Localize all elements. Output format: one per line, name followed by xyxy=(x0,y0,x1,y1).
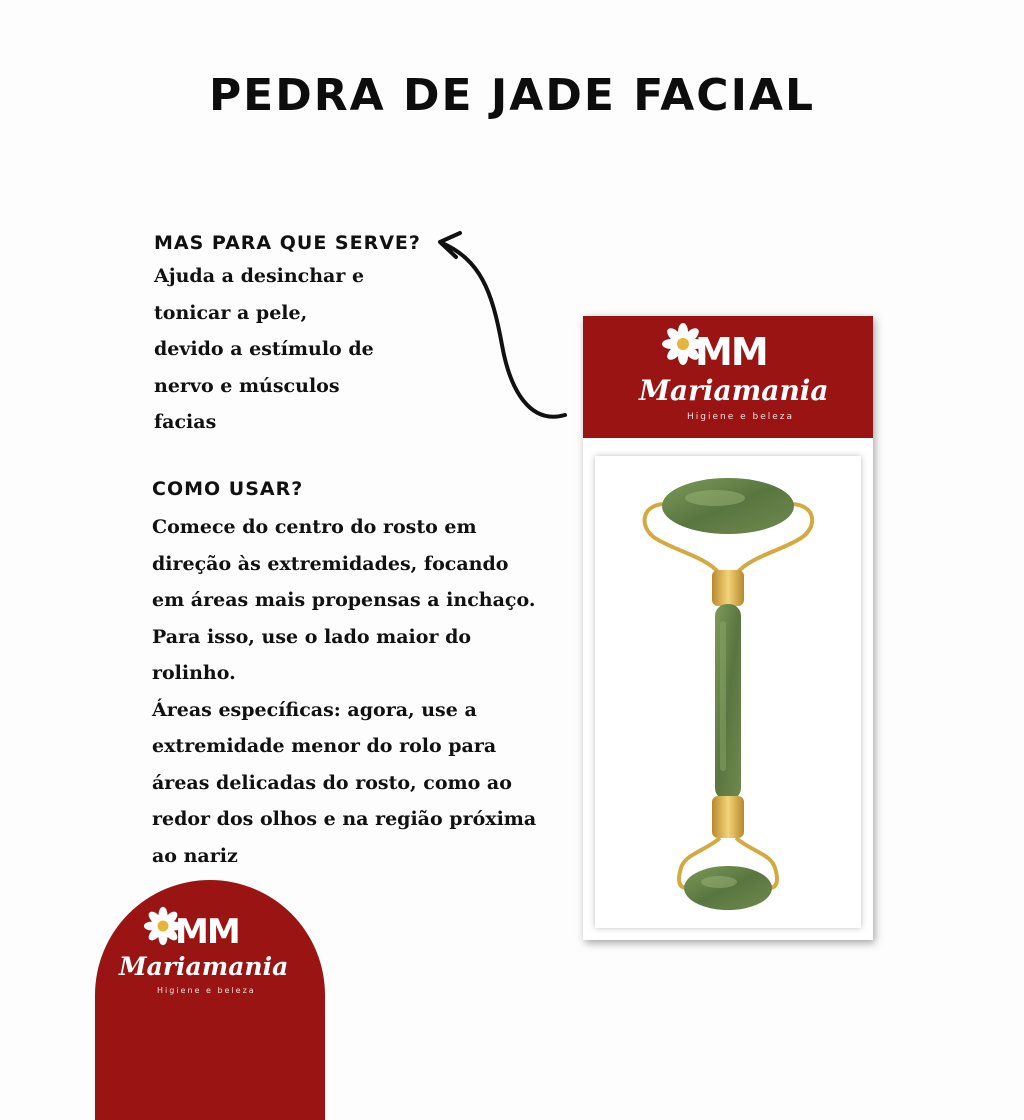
brand-name: Mariamania xyxy=(639,374,829,407)
text-line: tonicar a pele, xyxy=(154,301,308,324)
text-line: áreas delicadas do rosto, como ao xyxy=(152,771,512,794)
product-package xyxy=(583,316,873,940)
text-line: nervo e músculos xyxy=(154,374,340,397)
brand-name: Mariamania xyxy=(119,952,289,981)
text-line: rolinho. xyxy=(152,662,236,684)
brand-logo xyxy=(583,316,873,438)
section-text-purpose xyxy=(154,258,374,441)
text-line: extremidade menor do rolo para xyxy=(152,735,497,757)
text-line: Áreas específicas: agora, use a xyxy=(152,698,477,721)
text-line: em áreas mais propensas a inchaço. xyxy=(152,589,536,611)
section-heading-purpose: MAS PARA QUE SERVE? xyxy=(154,232,421,254)
text-line: direção às extremidades, focando xyxy=(152,552,509,575)
brand-tagline: Higiene e beleza xyxy=(687,412,795,422)
curved-arrow-icon xyxy=(420,225,580,430)
brand-initials: MM xyxy=(695,330,767,374)
package-header xyxy=(583,316,873,438)
text-line: Ajuda a desinchar e xyxy=(154,265,365,287)
section-text-usage xyxy=(152,509,536,874)
brand-logo xyxy=(95,880,325,1024)
text-line: Para isso, use o lado maior do xyxy=(152,625,472,648)
brand-badge xyxy=(95,880,325,1120)
brand-tagline: Higiene e beleza xyxy=(157,986,256,995)
brand-initials: MM xyxy=(175,912,239,952)
text-line: devido a estímulo de xyxy=(154,338,374,360)
text-line: Comece do centro do rosto em xyxy=(152,516,477,538)
text-line: facias xyxy=(154,411,217,433)
package-window xyxy=(595,456,861,928)
text-line: ao nariz xyxy=(152,844,238,867)
text-line: redor dos olhos e na região próxima xyxy=(152,808,537,830)
page-title: PEDRA DE JADE FACIAL xyxy=(208,70,816,121)
jade-roller-image xyxy=(595,456,861,928)
section-heading-usage: COMO USAR? xyxy=(152,478,304,500)
